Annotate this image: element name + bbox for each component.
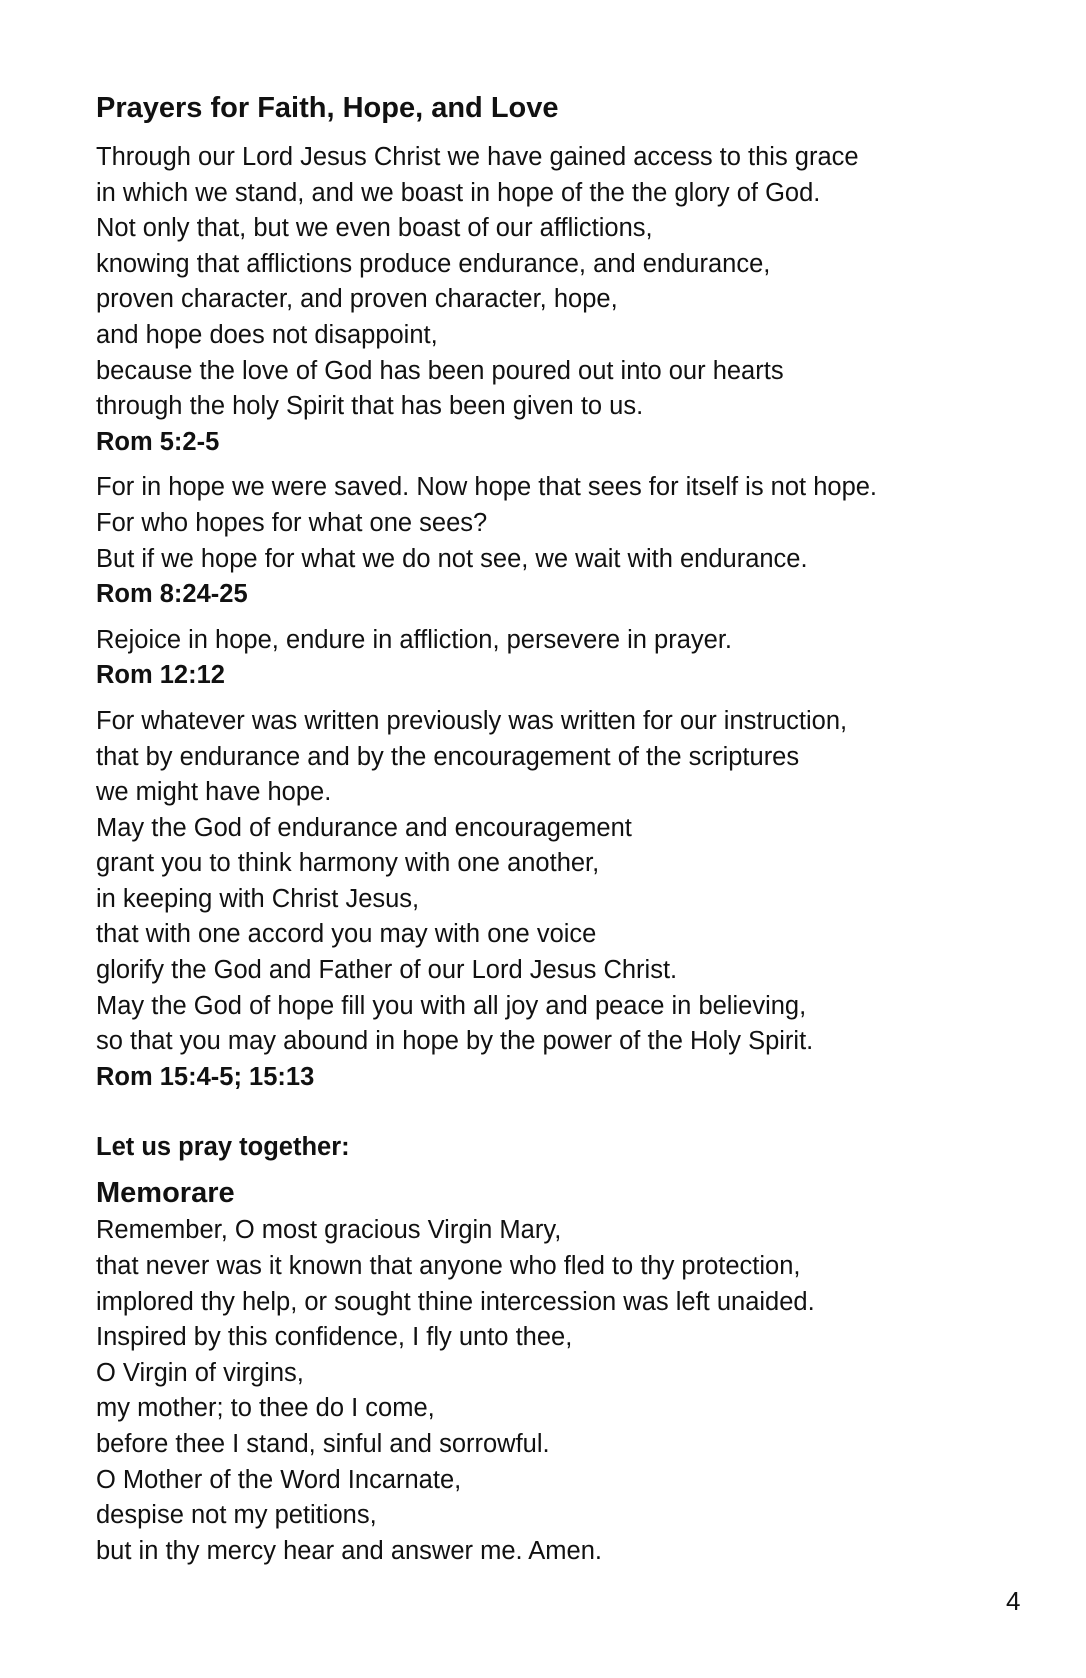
prayer-text	[96, 1213, 1026, 1569]
prayer-line: before thee I stand, sinful and sorrowful.	[96, 1430, 550, 1458]
verse-line: May the God of endurance and encouragement	[96, 813, 632, 842]
prayer-line: my mother; to thee do I come,	[96, 1394, 435, 1423]
verse-line: we might have hope.	[96, 778, 332, 807]
verse-line: For in hope we were saved. Now hope that sees for itself is not hope.	[96, 473, 878, 502]
passage-4	[96, 704, 1026, 1060]
prayer-line: Inspired by this confidence, I fly unto thee,	[96, 1323, 573, 1352]
verse-line: knowing that afflictions produce endurance, and endurance,	[96, 249, 771, 278]
page-number: 4	[1006, 1586, 1021, 1616]
verse-line: For whatever was written previously was written for our instruction,	[96, 706, 848, 735]
verse-line: in which we stand, and we boast in hope of the the glory of God.	[96, 178, 821, 207]
prayer-line: that never was it known that anyone who fled to thy protection,	[96, 1252, 801, 1281]
passage-1	[96, 140, 1026, 425]
page-body	[96, 88, 1026, 1569]
verse-line: and hope does not disappoint,	[96, 320, 438, 349]
verse-line: Not only that, but we even boast of our afflictions,	[96, 214, 653, 243]
scripture-reference: Rom 12:12	[96, 661, 225, 690]
prayer-line: but in thy mercy hear and answer me. Amen.	[96, 1536, 602, 1565]
verse-line: Rejoice in hope, endure in affliction, persevere in prayer.	[96, 625, 732, 654]
passage-3	[96, 623, 1026, 659]
prayer-line: Remember, O most gracious Virgin Mary,	[96, 1216, 562, 1245]
prayer-title: Memorare	[96, 1177, 235, 1210]
scripture-reference: Rom 15:4-5; 15:13	[96, 1062, 315, 1091]
verse-line: Through our Lord Jesus Christ we have gained access to this grace	[96, 143, 859, 171]
prayer-line: O Virgin of virgins,	[96, 1358, 304, 1387]
passage-2	[96, 470, 1026, 577]
verse-line: But if we hope for what we do not see, we wait with endurance.	[96, 544, 808, 573]
lead-in-text: Let us pray together:	[96, 1133, 350, 1162]
prayer-line: O Mother of the Word Incarnate,	[96, 1465, 462, 1494]
verse-line: glorify the God and Father of our Lord Jesus Christ.	[96, 956, 678, 985]
prayer-line: implored thy help, or sought thine intercession was left unaided.	[96, 1287, 815, 1316]
scripture-reference: Rom 8:24-25	[96, 580, 248, 609]
verse-line: through the holy Spirit that has been given to us.	[96, 392, 644, 421]
scripture-reference: Rom 5:2-5	[96, 427, 220, 456]
verse-line: in keeping with Christ Jesus,	[96, 884, 420, 913]
verse-line: that by endurance and by the encouragement of the scriptures	[96, 742, 800, 771]
verse-line: that with one accord you may with one voice	[96, 920, 597, 949]
verse-line: so that you may abound in hope by the power of the Holy Spirit.	[96, 1027, 814, 1056]
verse-line: May the God of hope fill you with all joy and peace in believing,	[96, 991, 807, 1020]
verse-line: For who hopes for what one sees?	[96, 508, 488, 537]
verse-line: proven character, and proven character, hope,	[96, 285, 618, 314]
prayer-line: despise not my petitions,	[96, 1501, 377, 1530]
verse-line: because the love of God has been poured out into our hearts	[96, 356, 784, 385]
verse-line: grant you to think harmony with one another,	[96, 849, 600, 878]
page-title: Prayers for Faith, Hope, and Love	[96, 92, 559, 124]
